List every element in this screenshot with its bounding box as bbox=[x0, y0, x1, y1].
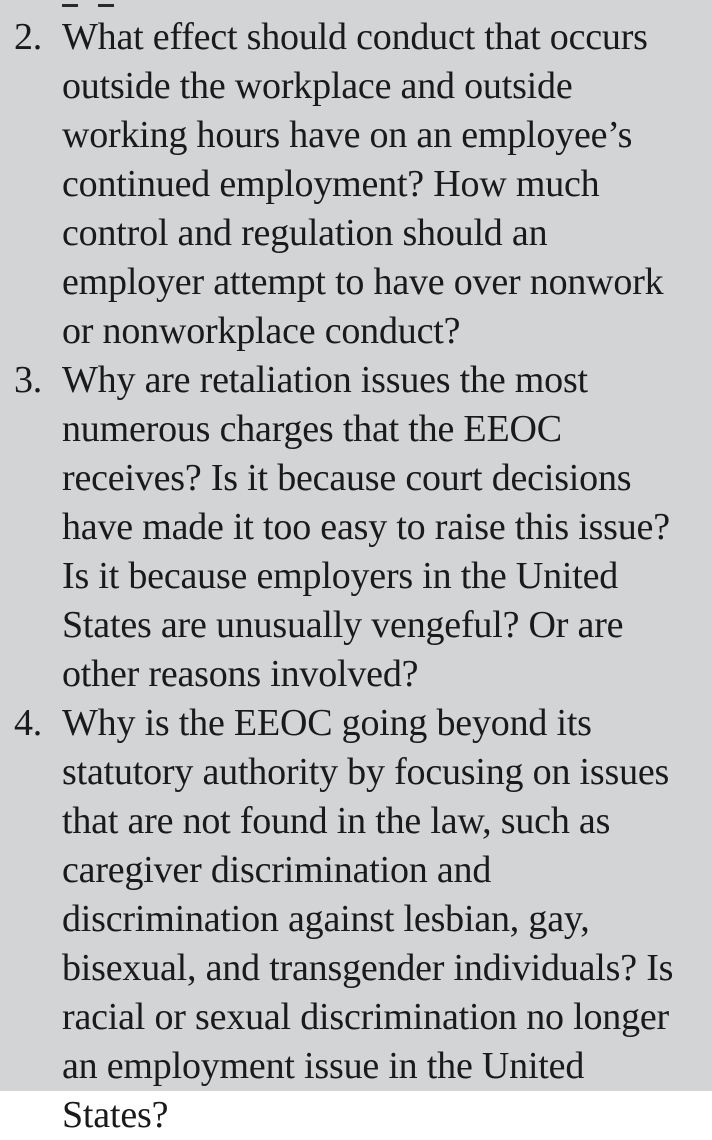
question-number: 4. bbox=[14, 702, 43, 744]
question-item bbox=[0, 699, 712, 1140]
question-number: 3. bbox=[14, 359, 43, 401]
questions-list bbox=[0, 13, 712, 1140]
question-number: 2. bbox=[14, 16, 43, 58]
question-item bbox=[0, 356, 712, 699]
question-text: Why are retaliation issues the most numerous charges that the EEOC receives? Is it because court decisions have made it too easy to raise this issue? Is it because employers in the United States are unusually vengeful? Or are other reasons involved? bbox=[62, 359, 670, 695]
question-item bbox=[0, 13, 712, 356]
question-text: Why is the EEOC going beyond its statutory authority by focusing on issues that are not found in the law, such as caregiver discrimination and discrimination against lesbian, gay, bisexual, and transgender individuals? Is racial or sexual discrimination no longer an employment issue in the United States? bbox=[62, 702, 674, 1136]
question-text: What effect should conduct that occurs outside the workplace and outside working hours have on an employee’s continued employment? How much control and regulation should an employer attempt to have over nonwork or nonworkplace conduct? bbox=[62, 16, 664, 352]
